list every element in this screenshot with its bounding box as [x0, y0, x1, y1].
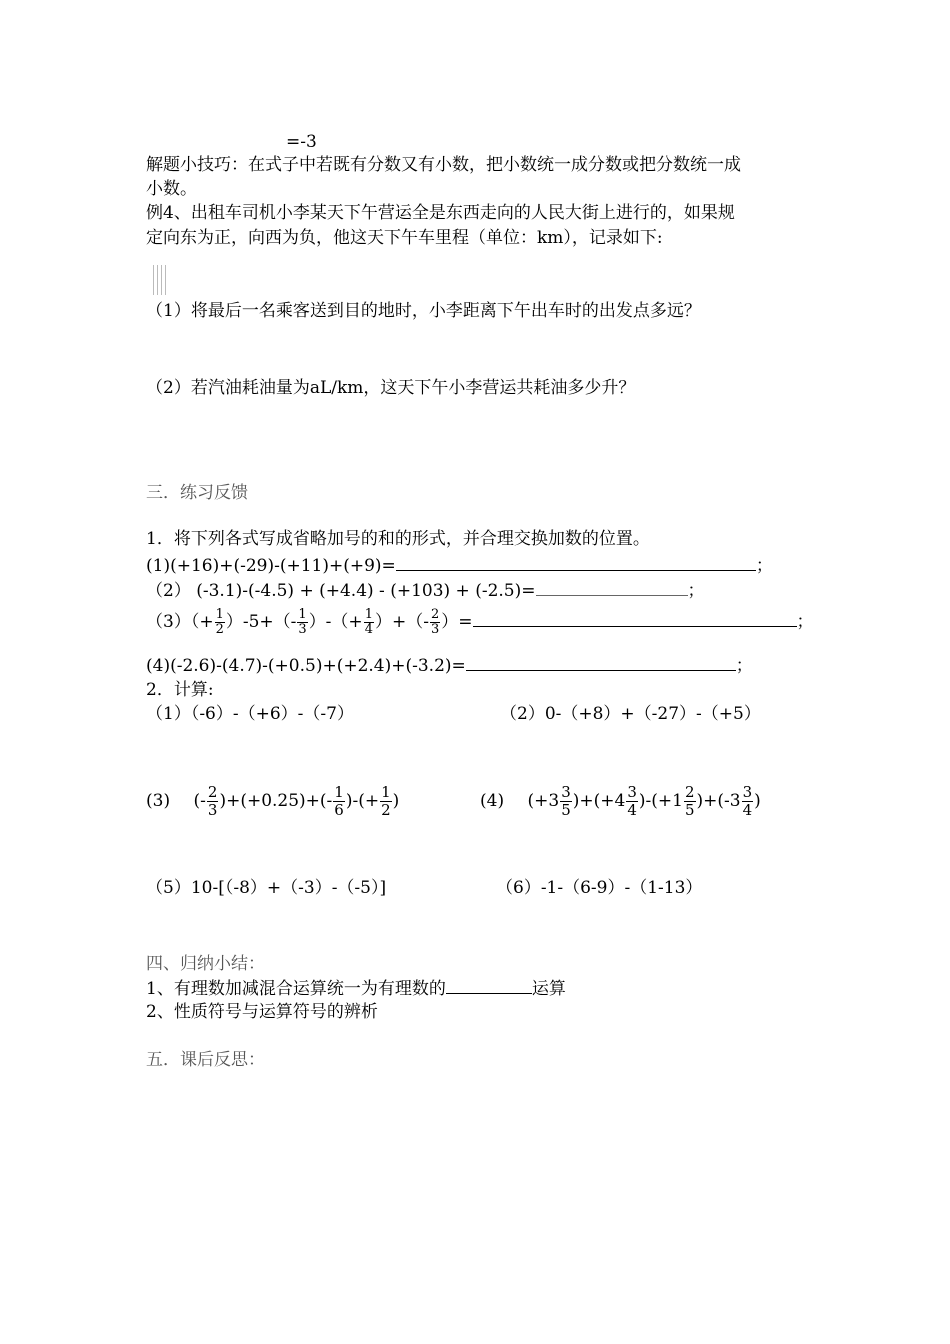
calc-1: （1）（-6）-（+6）-（-7）	[146, 704, 354, 724]
practice1-item-3	[146, 605, 814, 639]
result-line: =-3	[286, 132, 317, 152]
item-end: ；	[796, 612, 814, 632]
expr-part: )+(+4	[572, 791, 626, 811]
expr-part: (+3	[527, 791, 560, 811]
expr-part: )	[392, 791, 400, 811]
summary-item-1-text: 1、有理数加减混合运算统一为有理数的	[146, 979, 446, 999]
answer-blank[interactable]	[536, 579, 688, 596]
section4-title: 四、归纳小结：	[146, 954, 265, 974]
example4-question-2: （2）若汽油耗油量为aL/km，这天下午小李营运共耗油多少升？	[146, 378, 636, 398]
item-end: ；	[687, 581, 705, 601]
expr-part: )-(+	[345, 791, 380, 811]
expr-part: ）-5+（-	[225, 612, 297, 632]
calc-6: （6）-1-（6-9）-（1-13）	[496, 878, 703, 898]
item-end: ；	[755, 556, 773, 576]
expr-part: )+(-3	[696, 791, 741, 811]
summary-item-1	[146, 977, 566, 1000]
expr-part: )-(+1	[638, 791, 683, 811]
item-end: ；	[735, 656, 753, 676]
tip-line-1: 解题小技巧：在式子中若既有分数又有小数，把小数统一成分数或把分数统一成	[146, 155, 741, 175]
example4-line-1: 例4、出租车司机小李某天下午营运全是东西走向的人民大街上进行的，如果规	[146, 203, 735, 223]
answer-blank[interactable]	[446, 977, 532, 994]
practice2-title: 2．计算:	[146, 680, 214, 700]
fraction: $\frac{1}{2}$	[381, 783, 391, 819]
calc-2: （2）0-（+8）+（-27）-（+5）	[500, 704, 761, 724]
example4-line-2: 定向东为正，向西为负，他这天下午车里程（单位：km），记录如下:	[146, 228, 663, 248]
answer-blank[interactable]	[473, 610, 797, 627]
calc-4	[480, 782, 761, 820]
example4-question-1: （1）将最后一名乘客送到目的地时，小李距离下午出车时的出发点多远？	[146, 301, 701, 321]
expr-part: )	[754, 791, 761, 811]
fraction: $\frac{2}{3}$	[430, 607, 440, 637]
tip-line-2: 小数。	[146, 179, 197, 199]
section5-title: 五．课后反思：	[146, 1050, 265, 1070]
fraction: $\frac{1}{6}$	[334, 783, 344, 819]
calc-label: (3)	[146, 791, 171, 811]
fraction: $\frac{3}{5}$	[561, 783, 571, 819]
practice1-item-1	[146, 554, 773, 577]
fraction: $\frac{3}{4}$	[742, 783, 753, 819]
calc-3	[146, 782, 399, 820]
summary-item-1-tail: 运算	[531, 979, 566, 999]
practice1-item-2-expr: （2） (-3.1)-(-4.5) + (+4.4) - (+103) + (-2.5)=	[146, 581, 536, 601]
practice1-item-2	[146, 579, 705, 602]
fraction: $\frac{3}{4}$	[627, 783, 637, 819]
expr-part: )+(+0.25)+(-	[219, 791, 333, 811]
fraction: $\frac{1}{3}$	[298, 607, 307, 637]
practice1-item-4	[146, 654, 753, 677]
practice1-title: 1．将下列各式写成省略加号的和的形式，并合理交换加数的位置。	[146, 529, 650, 549]
mileage-table-placeholder	[153, 265, 167, 295]
calc-5: （5）10-[（-8）+（-3）-（-5）]	[146, 878, 387, 898]
fraction: $\frac{2}{5}$	[684, 783, 695, 819]
fraction: $\frac{1}{2}$	[215, 607, 224, 637]
summary-item-2: 2、性质符号与运算符号的辨析	[146, 1002, 378, 1022]
practice1-item-4-expr: (4)(-2.6)-(4.7)-(+0.5)+(+2.4)+(-3.2)=	[146, 656, 466, 676]
expr-part: ）-（+	[308, 612, 363, 632]
answer-blank[interactable]	[396, 554, 756, 571]
expr-part: （3）（+	[146, 612, 214, 632]
fraction: $\frac{1}{4}$	[364, 607, 373, 637]
expr-part: ）=	[441, 612, 473, 632]
fraction: $\frac{2}{3}$	[207, 783, 218, 819]
expr-part: ）+（-	[374, 612, 429, 632]
practice1-item-1-expr: (1)(+16)+(-29)-(+11)+(+9)=	[146, 556, 396, 576]
expr-part: (-	[193, 791, 206, 811]
section3-title: 三．练习反馈	[146, 483, 248, 503]
calc-label: (4)	[480, 791, 505, 811]
answer-blank[interactable]	[466, 654, 736, 671]
